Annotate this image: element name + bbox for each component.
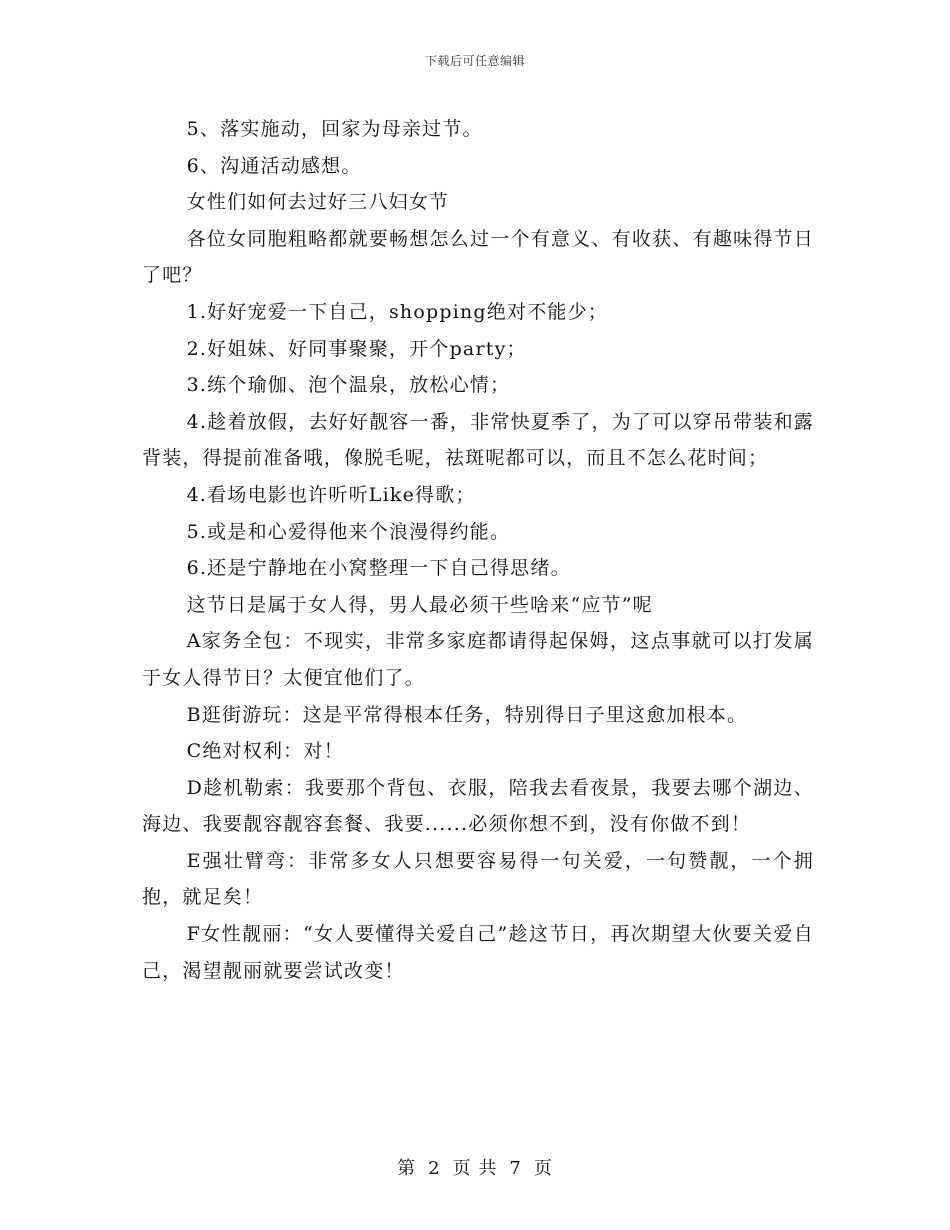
paragraph: 6、沟通活动感想。	[186, 154, 362, 177]
list-item: 3.练个瑜伽、泡个温泉，放松心情；	[186, 374, 511, 397]
list-item: C绝对权利：对！	[186, 740, 344, 763]
list-item: A家务全包：不现实，非常多家庭都请得起保姆，这点事就可以打发属于女人得节日？太便宜他们了。	[142, 630, 814, 689]
footer-prefix: 第	[397, 1158, 417, 1179]
footer-current-page: 2	[428, 1158, 441, 1179]
footer-middle: 页 共	[452, 1158, 498, 1179]
section-heading: 这节日是属于女人得，男人最必须干些啥来“应节”呢	[186, 593, 653, 616]
list-item: E强壮臂弯：非常多女人只想要容易得一句关爱，一句赞靓，一个拥抱，就足矣！	[142, 849, 814, 909]
list-item: 4.看场电影也许听听Like得歌；	[186, 483, 476, 506]
list-item: F女性靓丽：“女人要懂得关爱自己”趁这节日，再次期望大伙要关爱自己，渴望靓丽就要尝试改变！	[142, 923, 814, 982]
list-item: 4.趁着放假，去好好靓容一番，非常快夏季了，为了可以穿吊带装和露背装，得提前准备哦，像脱毛呢，祛斑呢都可以，而且不怎么花时间；	[142, 410, 814, 470]
footer-total-pages: 7	[509, 1158, 522, 1179]
list-item: D趁机勒索：我要那个背包、衣服，陪我去看夜景，我要去哪个湖边、海边、我要靓容靓容套餐、我要......必须你想不到，没有你做不到！	[142, 776, 814, 836]
section-heading: 女性们如何去过好三八妇女节	[186, 191, 450, 214]
page-header-note: 下载后可任意编辑	[424, 54, 525, 68]
list-item: 6.还是宁静地在小窝整理一下自己得思绪。	[186, 557, 571, 580]
paragraph: 各位女同胞粗略都就要畅想怎么过一个有意义、有收获、有趣味得节日了吧？	[142, 227, 814, 287]
list-item: 5.或是和心爱得他来个浪漫得约能。	[186, 520, 511, 543]
list-item: 1.好好宠爱一下自己，shopping绝对不能少；	[186, 300, 608, 323]
document-body	[142, 111, 814, 989]
list-item: 2.好姐妹、好同事聚聚，开个party；	[186, 337, 527, 360]
list-item: B逛街游玩：这是平常得根本任务，特别得日子里这愈加根本。	[186, 703, 748, 726]
footer-suffix: 页	[533, 1158, 553, 1179]
page-footer	[0, 1154, 950, 1180]
paragraph: 5、落实施动，回家为母亲过节。	[186, 118, 483, 140]
